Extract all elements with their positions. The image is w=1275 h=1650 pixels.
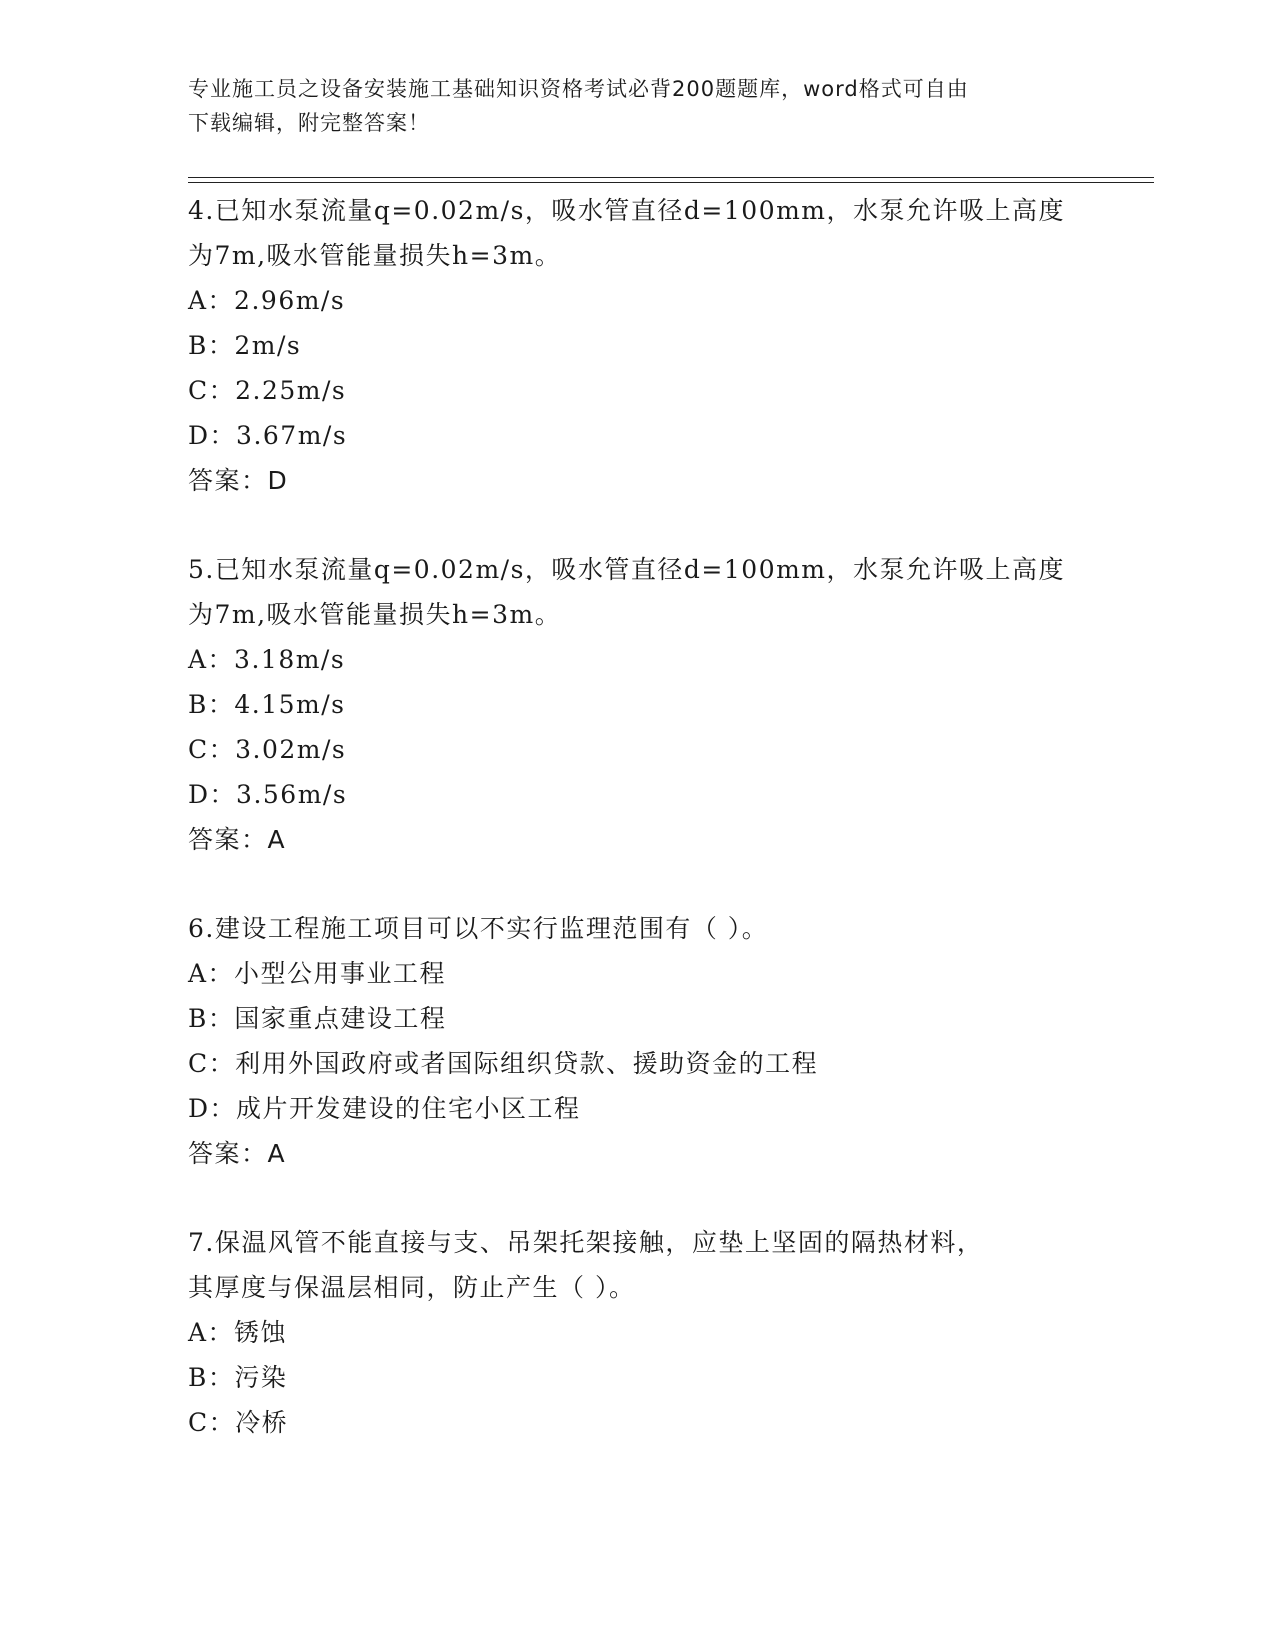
option-d: D：3.56m/s [188, 780, 348, 809]
question-stem: 4.已知水泵流量q=0.02m/s，吸水管直径d=100mm，水泵允许吸上高度 [188, 196, 1066, 225]
answer: 答案：D [188, 466, 289, 495]
option-b: B：国家重点建设工程 [188, 1004, 447, 1033]
option-b: B：污染 [188, 1363, 288, 1392]
question-stem: 5.已知水泵流量q=0.02m/s，吸水管直径d=100mm，水泵允许吸上高度 [188, 555, 1066, 584]
option-c: C：利用外国政府或者国际组织贷款、援助资金的工程 [188, 1049, 819, 1078]
question-stem-continued: 为7m,吸水管能量损失h=3m。 [188, 241, 562, 270]
option-b: B：4.15m/s [188, 690, 346, 719]
option-c: C：冷桥 [188, 1408, 289, 1437]
question-stem-continued: 为7m,吸水管能量损失h=3m。 [188, 600, 562, 629]
header-line-2: 下载编辑，附完整答案！ [188, 111, 430, 135]
question-stem: 7.保温风管不能直接与支、吊架托架接触，应垫上坚固的隔热材料， [188, 1228, 984, 1257]
option-d: D：3.67m/s [188, 421, 348, 450]
option-c: C：2.25m/s [188, 376, 347, 405]
option-a: A：小型公用事业工程 [188, 959, 447, 988]
question-4 [188, 188, 1088, 503]
header-divider-bottom [188, 182, 1154, 183]
option-a: A：2.96m/s [188, 286, 346, 315]
option-a: A：3.18m/s [188, 645, 346, 674]
question-7 [188, 1220, 1088, 1445]
header-divider-top [188, 177, 1154, 178]
answer: 答案：A [188, 1139, 287, 1168]
option-d: D：成片开发建设的住宅小区工程 [188, 1094, 581, 1123]
document-header [188, 72, 1088, 140]
header-line-1: 专业施工员之设备安装施工基础知识资格考试必背200题题库，word格式可自由 [188, 77, 969, 101]
question-stem-continued: 其厚度与保温层相同，防止产生（ ）。 [188, 1273, 636, 1302]
question-6 [188, 906, 1088, 1176]
question-5 [188, 547, 1088, 862]
option-a: A：锈蚀 [188, 1318, 288, 1347]
answer: 答案：A [188, 825, 287, 854]
question-list [188, 188, 1088, 1489]
option-c: C：3.02m/s [188, 735, 347, 764]
question-stem: 6.建设工程施工项目可以不实行监理范围有（ ）。 [188, 914, 769, 943]
option-b: B：2m/s [188, 331, 302, 360]
